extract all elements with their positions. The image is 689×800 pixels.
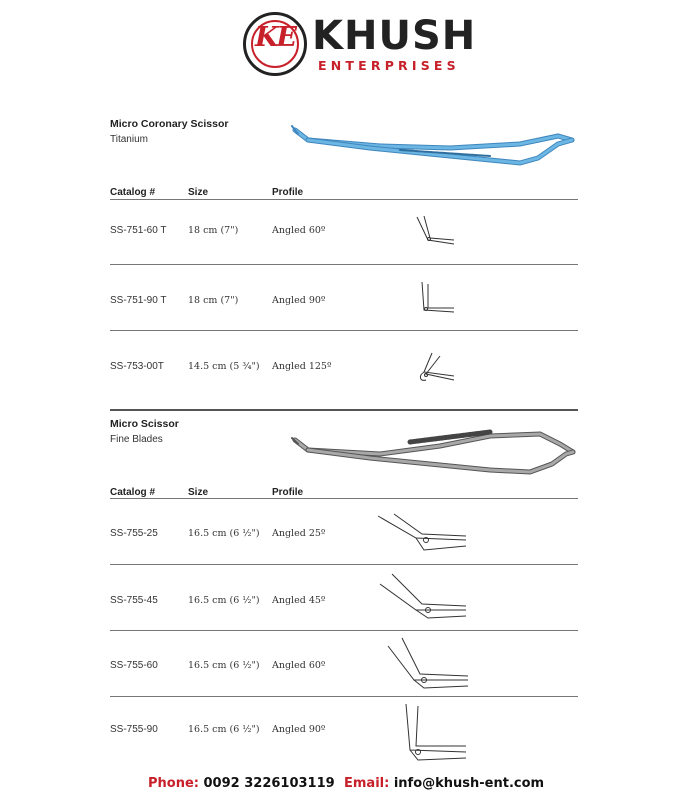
row-profile: Angled 45º [272, 595, 326, 606]
col-header-catalog: Catalog # [110, 187, 156, 198]
row-divider [110, 330, 578, 331]
row-size: 18 cm (7") [188, 225, 239, 236]
row-profile: Angled 60º [272, 660, 326, 671]
row-size: 14.5 cm (5 ¾") [188, 361, 260, 372]
section-title-micro: Micro Scissor [110, 418, 179, 430]
footer-email [344, 776, 544, 791]
row-catalog: SS-755-45 [110, 595, 158, 606]
section-subtitle-micro: Fine Blades [110, 434, 163, 445]
brand-monogram: KE [254, 22, 296, 53]
col-header-profile: Profile [272, 187, 304, 198]
profile-angled-45-icon [376, 572, 471, 622]
footer-phone-label: Phone: [148, 776, 199, 791]
profile-angled-90-icon [414, 280, 458, 320]
row-divider [110, 630, 578, 631]
row-profile: Angled 90º [272, 295, 326, 306]
coronary-scissor-image [290, 108, 580, 178]
brand-tagline: ENTERPRISES [318, 58, 460, 73]
footer-email-value[interactable]: info@khush-ent.com [393, 776, 545, 791]
header-divider [110, 199, 578, 200]
row-divider [110, 264, 578, 265]
profile-angled-125-icon [414, 350, 458, 388]
header-divider [110, 498, 578, 499]
row-catalog: SS-755-60 [110, 660, 158, 671]
row-catalog: SS-751-90 T [110, 295, 167, 306]
row-profile: Angled 90º [272, 724, 326, 735]
micro-scissor-drawing [292, 432, 573, 472]
brand-name: KHUSH [312, 13, 477, 59]
footer-email-label: Email: [344, 776, 390, 791]
row-size: 16.5 cm (6 ½") [188, 528, 260, 539]
profile-angled-25-icon [376, 510, 471, 552]
section-divider [110, 409, 578, 411]
row-catalog: SS-755-90 [110, 724, 158, 735]
coronary-scissor-drawing [292, 126, 572, 163]
row-size: 16.5 cm (6 ½") [188, 724, 260, 735]
profile-angled-60-icon [384, 636, 474, 692]
footer-phone [148, 776, 335, 791]
row-divider [110, 564, 578, 565]
row-catalog: SS-755-25 [110, 528, 158, 539]
footer-phone-value[interactable]: 0092 3226103119 [203, 776, 335, 791]
col-header-size: Size [188, 187, 209, 198]
row-profile: Angled 25º [272, 528, 326, 539]
row-divider [110, 696, 578, 697]
row-size: 18 cm (7") [188, 295, 239, 306]
brand-logo [243, 12, 307, 76]
col-header-catalog: Catalog # [110, 487, 156, 498]
row-size: 16.5 cm (6 ½") [188, 660, 260, 671]
col-header-size: Size [188, 487, 209, 498]
profile-angled-60-icon [414, 214, 458, 250]
row-size: 16.5 cm (6 ½") [188, 595, 260, 606]
row-profile: Angled 125º [272, 361, 332, 372]
section-title-coronary: Micro Coronary Scissor [110, 118, 229, 130]
row-catalog: SS-751-60 T [110, 225, 167, 236]
section-subtitle-coronary: Titanium [110, 134, 148, 145]
micro-scissor-image [290, 412, 580, 482]
profile-angled-90-icon [400, 702, 472, 766]
row-profile: Angled 60º [272, 225, 326, 236]
row-catalog: SS-753-00T [110, 361, 164, 372]
col-header-profile: Profile [272, 487, 304, 498]
